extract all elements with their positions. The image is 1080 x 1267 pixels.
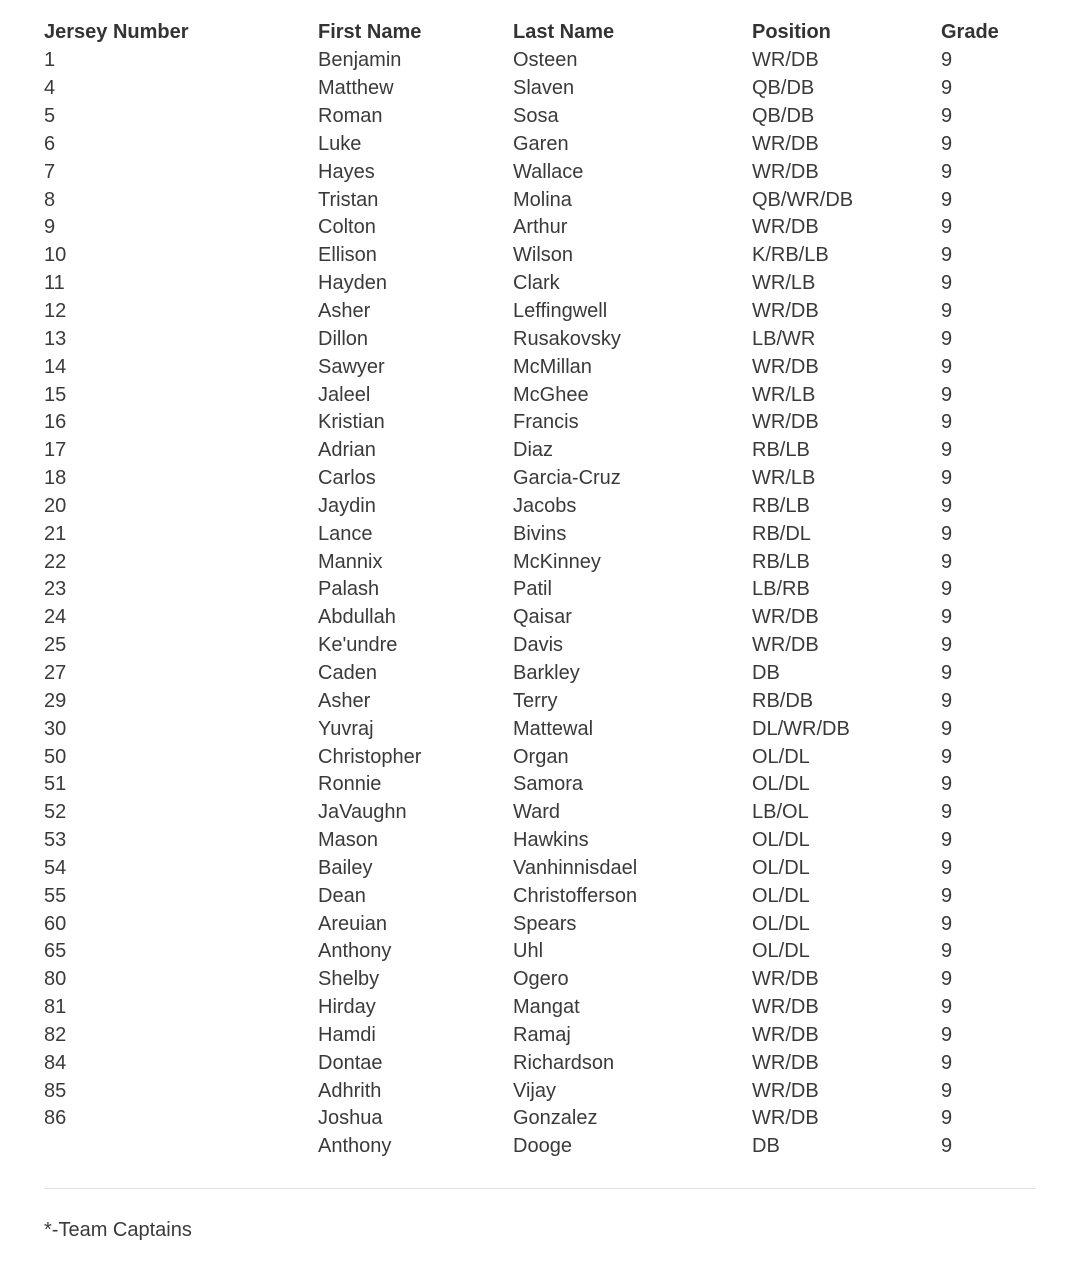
cell-first-name: Kristian bbox=[318, 411, 385, 434]
cell-grade: 9 bbox=[941, 77, 953, 100]
header-grade: Grade bbox=[941, 21, 999, 43]
cell-jersey-number: 84 bbox=[44, 1051, 67, 1074]
cell-last-name: Mattewal bbox=[513, 717, 594, 740]
cell-first-name: Mannix bbox=[318, 550, 383, 573]
cell-last-name: Barkley bbox=[513, 661, 580, 684]
cell-first-name: Shelby bbox=[318, 968, 380, 991]
table-row bbox=[44, 799, 1036, 827]
table-row bbox=[44, 854, 1036, 882]
cell-grade: 9 bbox=[941, 160, 953, 183]
cell-first-name: Carlos bbox=[318, 467, 376, 490]
roster-table bbox=[44, 18, 1036, 1161]
table-row bbox=[44, 131, 1036, 159]
cell-jersey-number: 23 bbox=[44, 578, 67, 601]
cell-last-name: Christofferson bbox=[513, 884, 638, 907]
cell-grade: 9 bbox=[941, 272, 953, 295]
cell-last-name: Davis bbox=[513, 634, 564, 657]
cell-jersey-number: 50 bbox=[44, 745, 67, 768]
cell-jersey-number: 5 bbox=[44, 105, 56, 128]
table-row bbox=[44, 75, 1036, 103]
cell-first-name: Tristan bbox=[318, 188, 379, 211]
table-row bbox=[44, 437, 1036, 465]
table-row bbox=[44, 994, 1036, 1022]
cell-last-name: Spears bbox=[513, 912, 577, 935]
cell-last-name: Francis bbox=[513, 411, 579, 434]
cell-grade: 9 bbox=[941, 216, 953, 239]
cell-grade: 9 bbox=[941, 884, 953, 907]
table-row bbox=[44, 409, 1036, 437]
cell-position: WR/DB bbox=[752, 1051, 819, 1074]
cell-position: RB/LB bbox=[752, 494, 810, 517]
cell-first-name: Roman bbox=[318, 105, 383, 128]
cell-jersey-number: 10 bbox=[44, 244, 67, 267]
cell-last-name: Garcia-Cruz bbox=[513, 467, 621, 490]
cell-grade: 9 bbox=[941, 105, 953, 128]
cell-grade: 9 bbox=[941, 550, 953, 573]
cell-jersey-number: 22 bbox=[44, 550, 67, 573]
cell-first-name: Hamdi bbox=[318, 1023, 376, 1046]
cell-last-name: Patil bbox=[513, 578, 552, 601]
cell-first-name: Ellison bbox=[318, 244, 377, 267]
cell-grade: 9 bbox=[941, 1079, 953, 1102]
cell-position: WR/DB bbox=[752, 1079, 819, 1102]
cell-first-name: Lance bbox=[318, 522, 373, 545]
cell-last-name: Wilson bbox=[513, 244, 574, 267]
cell-first-name: Palash bbox=[318, 578, 380, 601]
cell-jersey-number bbox=[44, 1133, 318, 1161]
table-row bbox=[44, 1133, 1036, 1161]
cell-jersey-number: 55 bbox=[44, 884, 67, 907]
cell-last-name: Ogero bbox=[513, 968, 569, 991]
table-row bbox=[44, 771, 1036, 799]
cell-first-name: Anthony bbox=[318, 1135, 392, 1158]
table-row bbox=[44, 687, 1036, 715]
cell-jersey-number: 18 bbox=[44, 467, 67, 490]
cell-grade: 9 bbox=[941, 689, 953, 712]
cell-position: OL/DL bbox=[752, 856, 810, 879]
table-row bbox=[44, 632, 1036, 660]
cell-first-name: Hayes bbox=[318, 160, 375, 183]
cell-position: WR/DB bbox=[752, 132, 819, 155]
cell-position: DB bbox=[752, 1135, 780, 1158]
cell-position: OL/DL bbox=[752, 829, 810, 852]
cell-grade: 9 bbox=[941, 661, 953, 684]
footnote: *-Team Captains bbox=[44, 1219, 192, 1241]
cell-last-name: Terry bbox=[513, 689, 558, 712]
table-row bbox=[44, 493, 1036, 521]
cell-position: WR/LB bbox=[752, 467, 816, 490]
cell-jersey-number: 25 bbox=[44, 634, 67, 657]
cell-grade: 9 bbox=[941, 1051, 953, 1074]
table-row bbox=[44, 242, 1036, 270]
cell-position: WR/DB bbox=[752, 300, 819, 323]
cell-jersey-number: 16 bbox=[44, 411, 67, 434]
cell-position: WR/LB bbox=[752, 383, 816, 406]
cell-grade: 9 bbox=[941, 773, 953, 796]
cell-grade: 9 bbox=[941, 578, 953, 601]
cell-grade: 9 bbox=[941, 439, 953, 462]
header-last-name: Last Name bbox=[513, 21, 615, 43]
roster-body bbox=[44, 47, 1036, 1161]
cell-grade: 9 bbox=[941, 717, 953, 740]
cell-last-name: Ramaj bbox=[513, 1023, 571, 1046]
cell-grade: 9 bbox=[941, 968, 953, 991]
table-row bbox=[44, 47, 1036, 75]
cell-position: WR/DB bbox=[752, 634, 819, 657]
cell-grade: 9 bbox=[941, 829, 953, 852]
cell-jersey-number: 7 bbox=[44, 160, 56, 183]
cell-jersey-number: 13 bbox=[44, 327, 67, 350]
table-row bbox=[44, 103, 1036, 131]
cell-jersey-number: 80 bbox=[44, 968, 67, 991]
cell-first-name: Caden bbox=[318, 661, 377, 684]
cell-jersey-number: 52 bbox=[44, 801, 67, 824]
table-row bbox=[44, 827, 1036, 855]
cell-position: K/RB/LB bbox=[752, 244, 829, 267]
table-row bbox=[44, 465, 1036, 493]
table-row bbox=[44, 298, 1036, 326]
cell-jersey-number: 21 bbox=[44, 522, 67, 545]
cell-first-name: Christopher bbox=[318, 745, 422, 768]
cell-grade: 9 bbox=[941, 745, 953, 768]
cell-last-name: Richardson bbox=[513, 1051, 615, 1074]
cell-position: OL/DL bbox=[752, 884, 810, 907]
cell-last-name: Clark bbox=[513, 272, 560, 295]
cell-first-name: Joshua bbox=[318, 1107, 383, 1130]
cell-last-name: Ward bbox=[513, 801, 561, 824]
cell-first-name: Colton bbox=[318, 216, 376, 239]
cell-last-name: Vijay bbox=[513, 1079, 556, 1102]
table-row bbox=[44, 158, 1036, 186]
table-row bbox=[44, 325, 1036, 353]
cell-grade: 9 bbox=[941, 49, 953, 72]
cell-position: WR/DB bbox=[752, 996, 819, 1019]
cell-first-name: Areuian bbox=[318, 912, 387, 935]
cell-position: OL/DL bbox=[752, 912, 810, 935]
cell-first-name: Asher bbox=[318, 689, 371, 712]
table-row bbox=[44, 882, 1036, 910]
cell-grade: 9 bbox=[941, 244, 953, 267]
cell-jersey-number: 17 bbox=[44, 439, 67, 462]
cell-first-name: Dillon bbox=[318, 327, 369, 350]
cell-jersey-number: 4 bbox=[44, 77, 56, 100]
cell-jersey-number: 29 bbox=[44, 689, 67, 712]
cell-position: RB/LB bbox=[752, 439, 810, 462]
cell-last-name: Uhl bbox=[513, 940, 544, 963]
cell-grade: 9 bbox=[941, 132, 953, 155]
cell-grade: 9 bbox=[941, 327, 953, 350]
table-row bbox=[44, 966, 1036, 994]
cell-jersey-number: 6 bbox=[44, 132, 56, 155]
cell-grade: 9 bbox=[941, 606, 953, 629]
cell-grade: 9 bbox=[941, 856, 953, 879]
table-row bbox=[44, 1077, 1036, 1105]
cell-position: WR/DB bbox=[752, 606, 819, 629]
cell-last-name: Osteen bbox=[513, 49, 578, 72]
cell-first-name: Mason bbox=[318, 829, 379, 852]
cell-jersey-number: 14 bbox=[44, 355, 67, 378]
cell-jersey-number: 30 bbox=[44, 717, 67, 740]
cell-grade: 9 bbox=[941, 494, 953, 517]
cell-last-name: Slaven bbox=[513, 77, 575, 100]
cell-position: LB/WR bbox=[752, 327, 816, 350]
table-row bbox=[44, 186, 1036, 214]
table-row bbox=[44, 604, 1036, 632]
cell-position: WR/DB bbox=[752, 216, 819, 239]
cell-grade: 9 bbox=[941, 355, 953, 378]
cell-first-name: Adhrith bbox=[318, 1079, 382, 1102]
cell-last-name: McKinney bbox=[513, 550, 601, 573]
cell-position: DB bbox=[752, 661, 780, 684]
cell-first-name: JaVaughn bbox=[318, 801, 407, 824]
cell-jersey-number: 8 bbox=[44, 188, 56, 211]
cell-jersey-number: 20 bbox=[44, 494, 67, 517]
cell-last-name: Hawkins bbox=[513, 829, 589, 852]
cell-first-name: Benjamin bbox=[318, 49, 402, 72]
cell-last-name: Leffingwell bbox=[513, 300, 608, 323]
cell-grade: 9 bbox=[941, 300, 953, 323]
cell-position: OL/DL bbox=[752, 940, 810, 963]
cell-first-name: Ke'undre bbox=[318, 634, 398, 657]
cell-grade: 9 bbox=[941, 1023, 953, 1046]
cell-position: OL/DL bbox=[752, 773, 810, 796]
cell-grade: 9 bbox=[941, 940, 953, 963]
table-row bbox=[44, 548, 1036, 576]
cell-last-name: McGhee bbox=[513, 383, 589, 406]
cell-grade: 9 bbox=[941, 1135, 953, 1158]
cell-jersey-number: 81 bbox=[44, 996, 67, 1019]
header-jersey-number: Jersey Number bbox=[44, 21, 189, 43]
table-row bbox=[44, 660, 1036, 688]
cell-jersey-number: 15 bbox=[44, 383, 67, 406]
cell-position: QB/WR/DB bbox=[752, 188, 854, 211]
cell-last-name: Mangat bbox=[513, 996, 580, 1019]
cell-jersey-number: 54 bbox=[44, 856, 67, 879]
cell-first-name: Adrian bbox=[318, 439, 376, 462]
cell-first-name: Matthew bbox=[318, 77, 394, 100]
cell-last-name: Samora bbox=[513, 773, 584, 796]
cell-last-name: Jacobs bbox=[513, 494, 577, 517]
cell-grade: 9 bbox=[941, 383, 953, 406]
cell-grade: 9 bbox=[941, 522, 953, 545]
cell-first-name: Dontae bbox=[318, 1051, 383, 1074]
cell-position: WR/DB bbox=[752, 1107, 819, 1130]
cell-grade: 9 bbox=[941, 634, 953, 657]
header-first-name: First Name bbox=[318, 21, 422, 43]
cell-last-name: McMillan bbox=[513, 355, 592, 378]
table-row bbox=[44, 910, 1036, 938]
cell-last-name: Rusakovsky bbox=[513, 327, 621, 350]
header-position: Position bbox=[752, 21, 831, 43]
cell-last-name: Organ bbox=[513, 745, 569, 768]
cell-grade: 9 bbox=[941, 467, 953, 490]
cell-last-name: Sosa bbox=[513, 105, 559, 128]
cell-position: DL/WR/DB bbox=[752, 717, 850, 740]
cell-jersey-number: 60 bbox=[44, 912, 67, 935]
cell-position: WR/DB bbox=[752, 968, 819, 991]
cell-first-name: Jaydin bbox=[318, 494, 376, 517]
cell-position: QB/DB bbox=[752, 105, 815, 128]
cell-position: LB/RB bbox=[752, 578, 810, 601]
cell-first-name: Dean bbox=[318, 884, 366, 907]
table-row bbox=[44, 1022, 1036, 1050]
table-row bbox=[44, 715, 1036, 743]
cell-grade: 9 bbox=[941, 1107, 953, 1130]
table-row bbox=[44, 576, 1036, 604]
cell-position: WR/DB bbox=[752, 1023, 819, 1046]
cell-jersey-number: 51 bbox=[44, 773, 67, 796]
cell-jersey-number: 65 bbox=[44, 940, 67, 963]
cell-first-name: Ronnie bbox=[318, 773, 382, 796]
cell-jersey-number: 85 bbox=[44, 1079, 67, 1102]
cell-jersey-number: 24 bbox=[44, 606, 67, 629]
cell-last-name: Gonzalez bbox=[513, 1107, 598, 1130]
cell-last-name: Bivins bbox=[513, 522, 567, 545]
table-row bbox=[44, 353, 1036, 381]
table-row bbox=[44, 520, 1036, 548]
cell-first-name: Yuvraj bbox=[318, 717, 374, 740]
cell-jersey-number: 1 bbox=[44, 49, 56, 72]
cell-position: RB/DB bbox=[752, 689, 814, 712]
cell-grade: 9 bbox=[941, 801, 953, 824]
cell-jersey-number: 27 bbox=[44, 661, 67, 684]
cell-grade: 9 bbox=[941, 996, 953, 1019]
cell-last-name: Dooge bbox=[513, 1135, 572, 1158]
cell-jersey-number: 53 bbox=[44, 829, 67, 852]
cell-position: WR/DB bbox=[752, 160, 819, 183]
cell-jersey-number: 12 bbox=[44, 300, 67, 323]
cell-first-name: Asher bbox=[318, 300, 371, 323]
cell-grade: 9 bbox=[941, 188, 953, 211]
cell-position: RB/DL bbox=[752, 522, 811, 545]
cell-first-name: Sawyer bbox=[318, 355, 385, 378]
cell-position: LB/OL bbox=[752, 801, 809, 824]
cell-last-name: Diaz bbox=[513, 439, 554, 462]
cell-first-name: Hayden bbox=[318, 272, 387, 295]
header-row bbox=[44, 18, 1036, 47]
cell-last-name: Wallace bbox=[513, 160, 584, 183]
cell-first-name: Abdullah bbox=[318, 606, 396, 629]
cell-position: WR/DB bbox=[752, 411, 819, 434]
table-row bbox=[44, 1105, 1036, 1133]
cell-first-name: Anthony bbox=[318, 940, 392, 963]
cell-first-name: Luke bbox=[318, 132, 362, 155]
table-row bbox=[44, 938, 1036, 966]
cell-first-name: Jaleel bbox=[318, 383, 371, 406]
cell-last-name: Molina bbox=[513, 188, 572, 211]
cell-position: OL/DL bbox=[752, 745, 810, 768]
cell-position: WR/LB bbox=[752, 272, 816, 295]
cell-first-name: Hirday bbox=[318, 996, 376, 1019]
cell-jersey-number: 82 bbox=[44, 1023, 67, 1046]
table-row bbox=[44, 381, 1036, 409]
cell-first-name: Bailey bbox=[318, 856, 373, 879]
cell-last-name: Garen bbox=[513, 132, 569, 155]
cell-grade: 9 bbox=[941, 411, 953, 434]
cell-last-name: Arthur bbox=[513, 216, 568, 239]
footer-divider bbox=[44, 1188, 1036, 1189]
cell-jersey-number: 9 bbox=[44, 216, 56, 239]
cell-last-name: Qaisar bbox=[513, 606, 572, 629]
cell-position: QB/DB bbox=[752, 77, 815, 100]
cell-jersey-number: 11 bbox=[44, 272, 65, 295]
table-row bbox=[44, 270, 1036, 298]
cell-jersey-number: 86 bbox=[44, 1107, 67, 1130]
cell-position: RB/LB bbox=[752, 550, 810, 573]
table-row bbox=[44, 214, 1036, 242]
table-row bbox=[44, 1049, 1036, 1077]
cell-last-name: Vanhinnisdael bbox=[513, 856, 638, 879]
cell-position: WR/DB bbox=[752, 355, 819, 378]
cell-position: WR/DB bbox=[752, 49, 819, 72]
table-row bbox=[44, 743, 1036, 771]
cell-grade: 9 bbox=[941, 912, 953, 935]
